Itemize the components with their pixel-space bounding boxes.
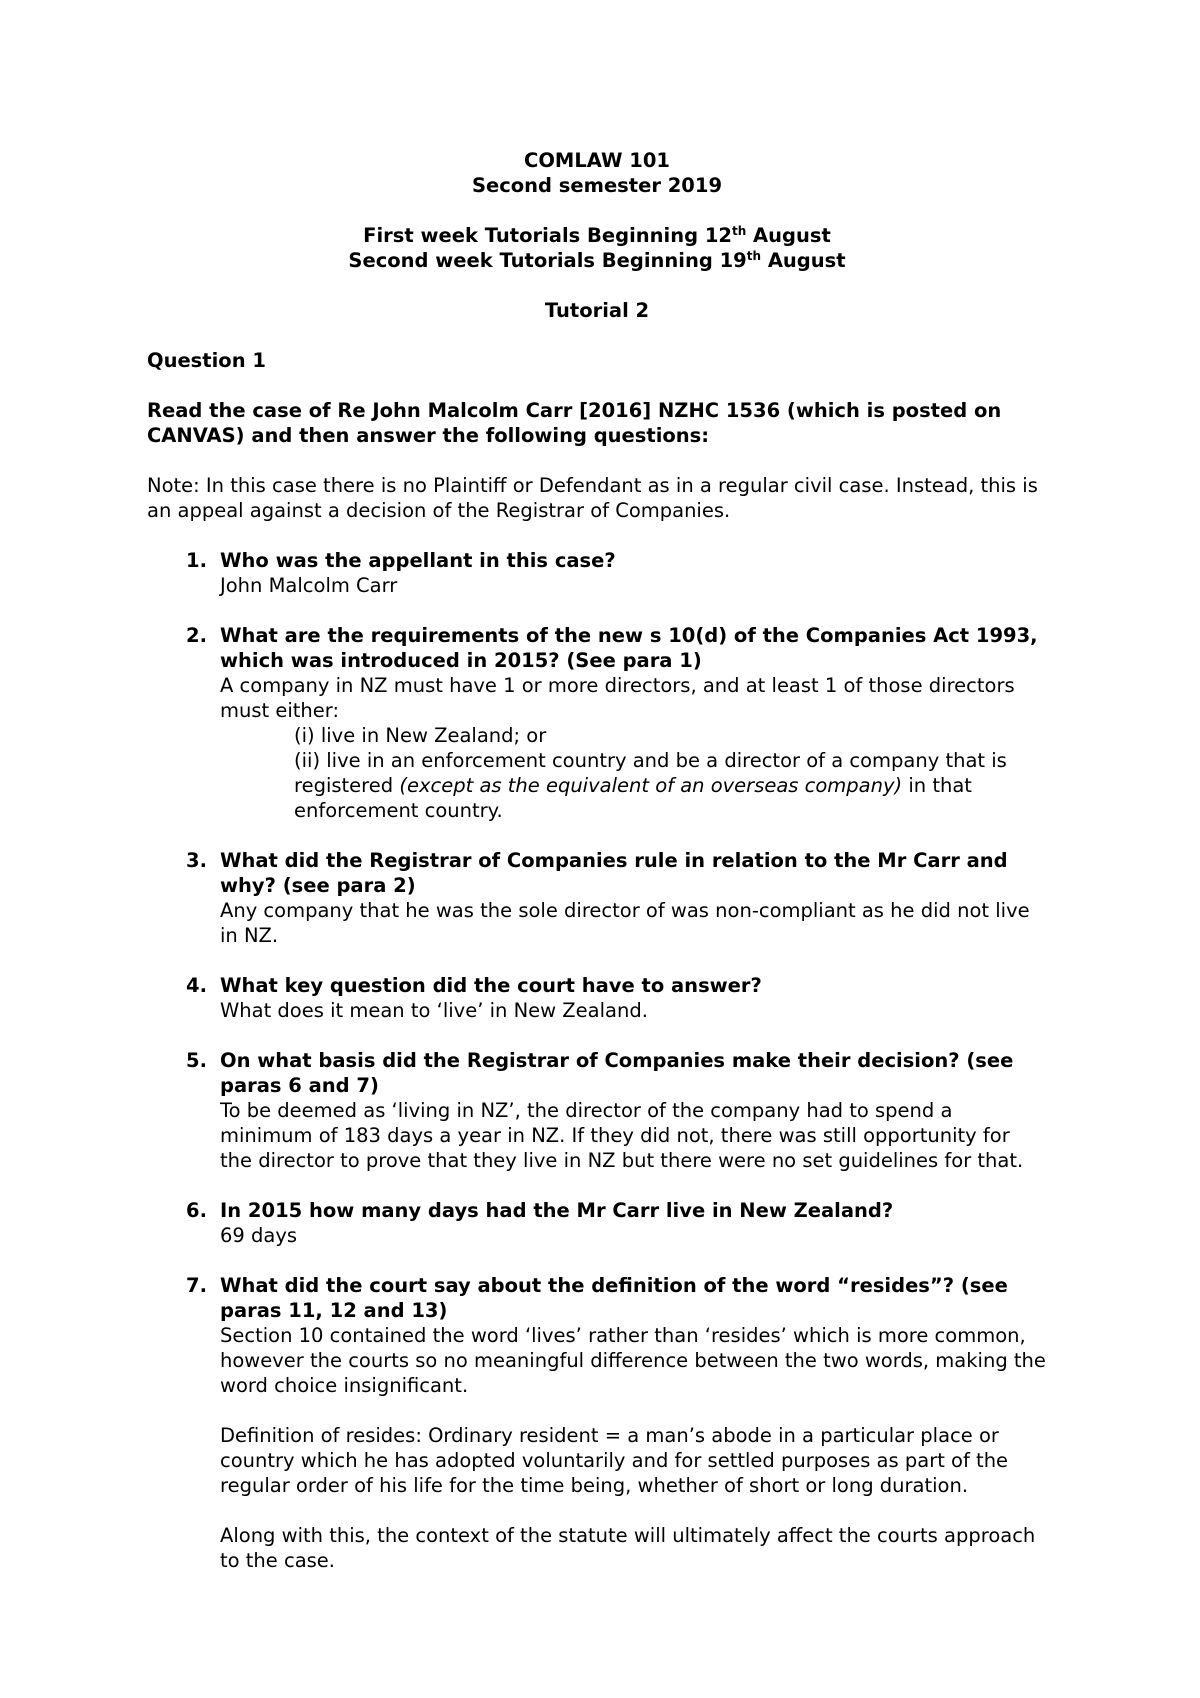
tutorial-title: Tutorial 2 (544, 299, 650, 322)
answer-text: Any company that he was the sole director of was non-compliant as he did not live in NZ. (220, 899, 1030, 947)
question-text: What did the court say about the definition of the word “resides”? (see paras 11, 12 and 13) (220, 1274, 1008, 1322)
question-item: 3. What did the Registrar of Companies rule in relation to the Mr Carr and why? (see para 2) Any company that he was the sole director of was non-compliant as he did not live in NZ. (147, 848, 1047, 948)
note-text: Note: In this case there is no Plaintiff or Defendant as in a regular civil case. Instead, this is an appeal against a decision of the Registrar of Companies. (147, 474, 1038, 522)
course-title: COMLAW 101 (524, 149, 670, 172)
answer-text: 69 days (220, 1224, 298, 1247)
semester: Second semester 2019 (471, 174, 723, 197)
document-page (147, 148, 1047, 1598)
question-item: 4. What key question did the court have to answer? What does it mean to ‘live’ in New Zealand. (147, 973, 1047, 1023)
question-text: On what basis did the Registrar of Companies make their decision? (see paras 6 and 7) (220, 1049, 1014, 1097)
answer-text: Definition of resides: Ordinary resident = a man’s abode in a particular place or country which he has adopted voluntarily and for settled purposes as part of the regular order of his life for the time being, whether of short or long duration. (220, 1424, 1009, 1497)
question-item: 2. What are the requirements of the new s 10(d) of the Companies Act 1993, which was introduced in 2015? (See para 1) A company in NZ must have 1 or more directors, and at least 1 of those directors must either: (i) live in New Zealand; or (ii) live in an enforcement country and be a director of a company that is registered (except as the equivalent of an overseas company) in that enforcement country. (147, 623, 1047, 823)
answer-text: A company in NZ must have 1 or more directors, and at least 1 of those directors must either: (220, 674, 1015, 722)
question-text: What key question did the court have to answer? (220, 974, 762, 997)
answer-text: To be deemed as ‘living in NZ’, the director of the company had to spend a minimum of 183 days a year in NZ. If they did not, there was still opportunity for the director to prove that they live in NZ but there were no set guidelines for that. (220, 1099, 1024, 1172)
question-text: In 2015 how many days had the Mr Carr live in New Zealand? (220, 1199, 894, 1222)
answer-sub-item: (ii) live in an enforcement country and be a director of a company that is registered (except as the equivalent of an overseas company) in that enforcement country. (294, 749, 1007, 822)
question-item: 6. In 2015 how many days had the Mr Carr live in New Zealand? 69 days (147, 1198, 1047, 1248)
week2-line: Second week Tutorials Beginning 19th August (348, 249, 846, 272)
answer-sub-item: (i) live in New Zealand; or (294, 724, 547, 747)
question-heading: Question 1 (147, 349, 266, 372)
week1-line: First week Tutorials Beginning 12th August (363, 224, 831, 247)
question-item: 5. On what basis did the Registrar of Companies make their decision? (see paras 6 and 7) To be deemed as ‘living in NZ’, the director of the company had to spend a minimum of 183 days a year in NZ. If they did not, there was still opportunity for the director to prove that they live in NZ but there were no set guidelines for that. (147, 1048, 1047, 1173)
question-text: What did the Registrar of Companies rule in relation to the Mr Carr and why? (see para 2) (220, 849, 1008, 897)
question-item: 1. Who was the appellant in this case? John Malcolm Carr (147, 548, 1047, 598)
answer-text: Section 10 contained the word ‘lives’ rather than ‘resides’ which is more common, however the courts so no meaningful difference between the two words, making the word choice insignificant. (220, 1324, 1046, 1397)
answer-text: What does it mean to ‘live’ in New Zealand. (220, 999, 648, 1022)
question-item: 7. What did the court say about the definition of the word “resides”? (see paras 11, 12 and 13) Section 10 contained the word ‘lives’ rather than ‘resides’ which is more common, however the courts so no meaningful difference between the two words, making the word choice insignificant. Definition of resides: Ordinary resident = a man’s abode in a particular place or country which he has adopted voluntarily and for settled purposes as part of the regular order of his life for the time being, whether of short or long duration. Along with this, the context of the statute will ultimately affect the courts approach to the case. (186, 1274, 1046, 1572)
answer-text: Along with this, the context of the statute will ultimately affect the courts approach to the case. (220, 1524, 1036, 1572)
intro-text: Read the case of Re John Malcolm Carr [2016] NZHC 1536 (which is posted on CANVAS) and then answer the following questions: (147, 399, 1002, 447)
question-text: What are the requirements of the new s 10(d) of the Companies Act 1993, which was introduced in 2015? (See para 1) (220, 624, 1038, 672)
answer-text: John Malcolm Carr (220, 574, 398, 597)
question-text: Who was the appellant in this case? (220, 549, 616, 572)
